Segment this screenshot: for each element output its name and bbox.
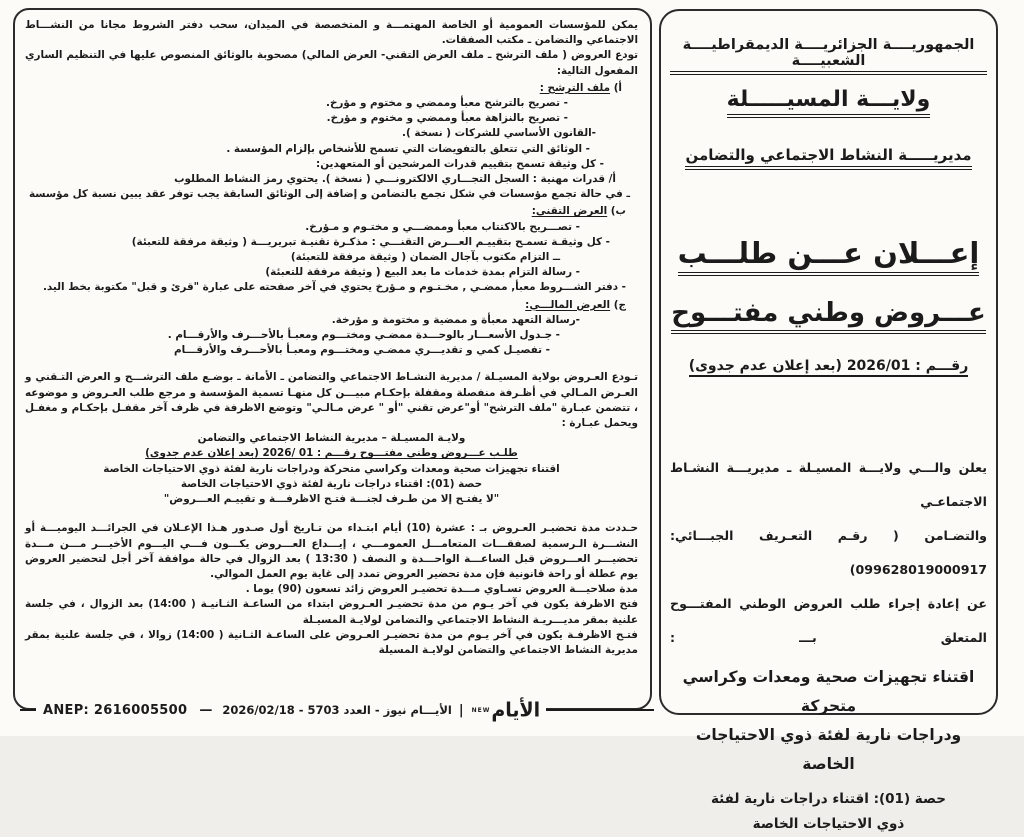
body-line: ـ في حالة تجمع مؤسسات في شكل تجمع بالتضامن و إضافة إلى الوثائق السابقة يجب توفر عقد يبين نسبة كل مؤسسة [29, 188, 630, 201]
logo-new-label: NEW [471, 706, 491, 714]
body-line: تـودع العـروض بولاية المسيـلة / مديرية النشـاط الاجتماعي والتضامن ـ الأمانة ـ بوضـع ملف الترشـــح و العرض التـقني و العـرض المـالي في أظـرفة منفصلة ومقفلة بإحكـام مبيـــن كل منهـا تسمية المؤسسة و مرجع طلب العـروض و موضوعه ، تتضمن عبـارة "ملف الترشح" أو"عرض تقني "أو " عرض مـالـي" وتوضع الاظرفة في ظرف آخر مقفـل بإحكـام و مغفـل ويحمل عبـارة : [25, 371, 638, 430]
body-line: - كل وثيقـة تسمـح بتقييـم العـــرض التقنـــي : مذكـرة تقنيـة تبريريـــة ( وثيقة مرفقة للتعبئة) [131, 235, 610, 248]
body-line: - دفتر الشـــروط معبأ, ممضـي , مخـتـوم و مـؤرخ يحتوي في آخر صفحته على عبارة "قرئ و قبل" مكتوبة بخط اليد. [42, 281, 626, 294]
intro-line: عن إعادة إجراء طلب العروض الوطني المفتـــوح المتعلق بـــ : [670, 596, 987, 645]
tender-subject [670, 663, 987, 779]
section-letter: أ) [613, 81, 622, 94]
body-line: - تصـــريح بالاكتتاب معبأ وممضـــي و مختـوم و مـؤرخ. [305, 220, 580, 233]
footer-separator: | [458, 702, 464, 718]
body-line: - تصريح بالترشح معبأ وممضي و مختوم و مؤرخ. [326, 97, 568, 110]
subject-line: اقتناء تجهيزات صحية ومعدات وكراسي متحركة [682, 668, 975, 715]
newspaper-logo [466, 699, 547, 721]
announcement-title-line1 [670, 236, 987, 276]
newspaper-issue: الأيـــام نيوز - العدد 5703 - 2026/02/18 [217, 703, 457, 717]
body-line: - تفصيـل كمي و تقديـــري ممضـي ومختـــوم ومعبـأ بالأحـــرف والأرقـــام [174, 344, 550, 357]
intro-line: يعلن والـــي ولايـــة المسيـلة ـ مديريـــة النشـاط الاجتماعـي [670, 460, 987, 509]
section-heading-line [25, 204, 626, 219]
header-panel [659, 9, 998, 832]
body-line: - كل وثيقة تسمح بتقييم قدرات المرشحين أو المتعهدين: [316, 157, 604, 170]
body-line: -رسالة التعهد معبأة و ممضية و مختومة و مؤرخة. [331, 313, 580, 326]
footer-rule-right [546, 709, 654, 711]
tender-number-text: رقـــم : 2026/01 (بعد إعلان عدم جدوى) [689, 358, 969, 377]
section-heading-text: العرض التقني: [531, 205, 608, 218]
body-line: فتـح الاظرفـة يكون في آخر يـوم من مدة تحضيـر العـروض على الساعـة الثـانية ( 14:00) زوالا ، في جلسة علنية بمقر مديرية النشاط الاجتماعي والتضامن لولايـة المسيلة [25, 628, 638, 656]
section-letter: ج) [613, 298, 626, 311]
footer-rule-left [20, 709, 36, 711]
tender-number-line [670, 358, 987, 377]
lot-line: ذوي الاحتياجات الخاصة [752, 816, 905, 832]
section-letter: ب) [610, 205, 626, 218]
body-line: "لا يفتـح إلا من طـرف لجنـــة فتـح الاظرفـــة و تقييـم العـــروض" [163, 493, 500, 506]
announcement-title-line2 [670, 298, 987, 334]
section-heading-line [25, 298, 626, 313]
body-line: - تصريح بالنزاهة معبأ وممضي و مختوم و مؤرخ. [326, 112, 568, 125]
body-line: تودع العروض ( ملف الترشح ـ ملف العرض التقني- العرض المالي) مصحوبة بالوثائق المنصوص عليها في التنظيم الساري المفعول التالية: [25, 49, 638, 77]
body-line: - رسالة التزام بمدة خدمات ما بعد البيع ( وثيقة مرفقة للتعبئة) [265, 266, 580, 279]
body-line: -القانون الأساسي للشركات ( نسخة ). [402, 127, 596, 140]
body-line: أ/ قدرات مهنية : السجل التجـــاري الالكترونـــي ( نسخة ). يحتوي رمز النشاط المطلوب [174, 173, 616, 186]
directorate-line [670, 146, 987, 170]
body-line: يمكن للمؤسسات العمومية أو الخاصة المهتمـــة و المتخصصة في الميدان، سحب دفتر الشروط مجانا من النشـــاط الاجتماعي والتضامن ـ مكتب الصفقات. [25, 19, 638, 47]
footer-dash: — [194, 703, 217, 718]
body-panel [13, 8, 652, 710]
republic-text: الجمهوريــــة الجزائريــــة الديمقراطيــــة الشعبيــــة [670, 37, 987, 75]
section-heading-text: العرض المالـــي: [525, 298, 611, 311]
body-line: حصة (01): اقتناء دراجات نارية لفئة ذوي الاحتياجات الخاصة [180, 477, 483, 490]
body-text-lines [25, 18, 638, 658]
body-line: ــ التزام مكتوب بآجال الضمان ( وثيقة مرفقة للتعبئة) [290, 251, 560, 264]
body-line: مدة صلاحيـــة العروض تسـاوي مـــدة تحضيـر العروض زائد تسعون (90) يوما . [245, 583, 638, 596]
lot-description [670, 787, 987, 837]
body-line: اقتناء تجهيزات صحية ومعدات وكراسي متحركة ودراجات نارية لفئة ذوي الاحتياجات الخاصة [103, 462, 560, 475]
section-heading-text: ملف الترشح : [539, 81, 611, 94]
directorate-text: مديريـــــة النشاط الاجتماعي والتضامن [685, 146, 971, 170]
intro-paragraph [670, 451, 987, 655]
body-line: ولايـة المسيـلة – مديرية النشاط الاجتماعي والتضامن [197, 432, 466, 445]
body-line: طلـب عـــروض وطني مفتـــوح رقـــم : 01 /2026 (بعد إعلان عدم جدوى) [145, 447, 518, 460]
lot-line: حصة (01): اقتناء دراجات نارية لفئة [710, 791, 947, 807]
body-line: حـددت مدة تحضيـر العـروض بـ : عشرة (10) أيام ابتـداء من تـاريخ أول صـدور هـذا الإعـلان في الجرائـــد اليوميـــة أو النشـــرة الـرسمية لصفقـــات المتعامـــل العمومـــي ، إيـــداع العـــروض يكـــون فـــي اليـــوم الأخيـــر مـــن مـــدة تحضيـــر العـــروض قبل الساعـــة الواحـــدة و النصف ( 13:30 ) بعد الزوال في حالة موافقة آخر أجل لتحضير العروض يوم عطلة أو راحة قانونية فإن مدة تحضير العروض تمدد إلى غاية يوم العمل الموالي. [25, 522, 638, 580]
section-heading-line [25, 81, 622, 96]
wilaya-line [670, 87, 987, 118]
wilaya-text: ولايـــة المسيـــــلة [727, 87, 931, 118]
footer [20, 698, 654, 722]
title-text-2: عـــروض وطني مفتـــوح [671, 298, 986, 334]
republic-line [670, 37, 987, 75]
subject-line: ودراجات نارية لفئة ذوي الاحتياجات الخاصة [695, 726, 962, 773]
anep-number: ANEP: 2616005500 [36, 703, 194, 718]
body-line: فتح الاظرفة يكون في آخر يـوم من مدة تحضيـر العـروض ابتداء من الساعـة الثـانيـة ( 14:00) بعد الزوال ، في جلسة علنية بمقر مديـــريـة النشاط الاجتماعي والتضامن لولايـة المسيـلة [25, 598, 638, 626]
intro-line: والتضـامن ( رقـم التعـريف الجبـــائي: 099628019000917) [670, 528, 987, 577]
title-text-1: إعـــلان عـــن طلـــب [678, 236, 980, 276]
logo-text: الأيام [491, 698, 541, 722]
body-line: - جـدول الأسعـــار بالوحـــدة ممضـي ومختـــوم ومعبـأ بالأحـــرف والأرقـــام . [167, 329, 560, 342]
body-line: - الوثائق التي تتعلق بالتفويضات التي تسمح للأشخاص بإلزام المؤسسة . [226, 142, 590, 155]
